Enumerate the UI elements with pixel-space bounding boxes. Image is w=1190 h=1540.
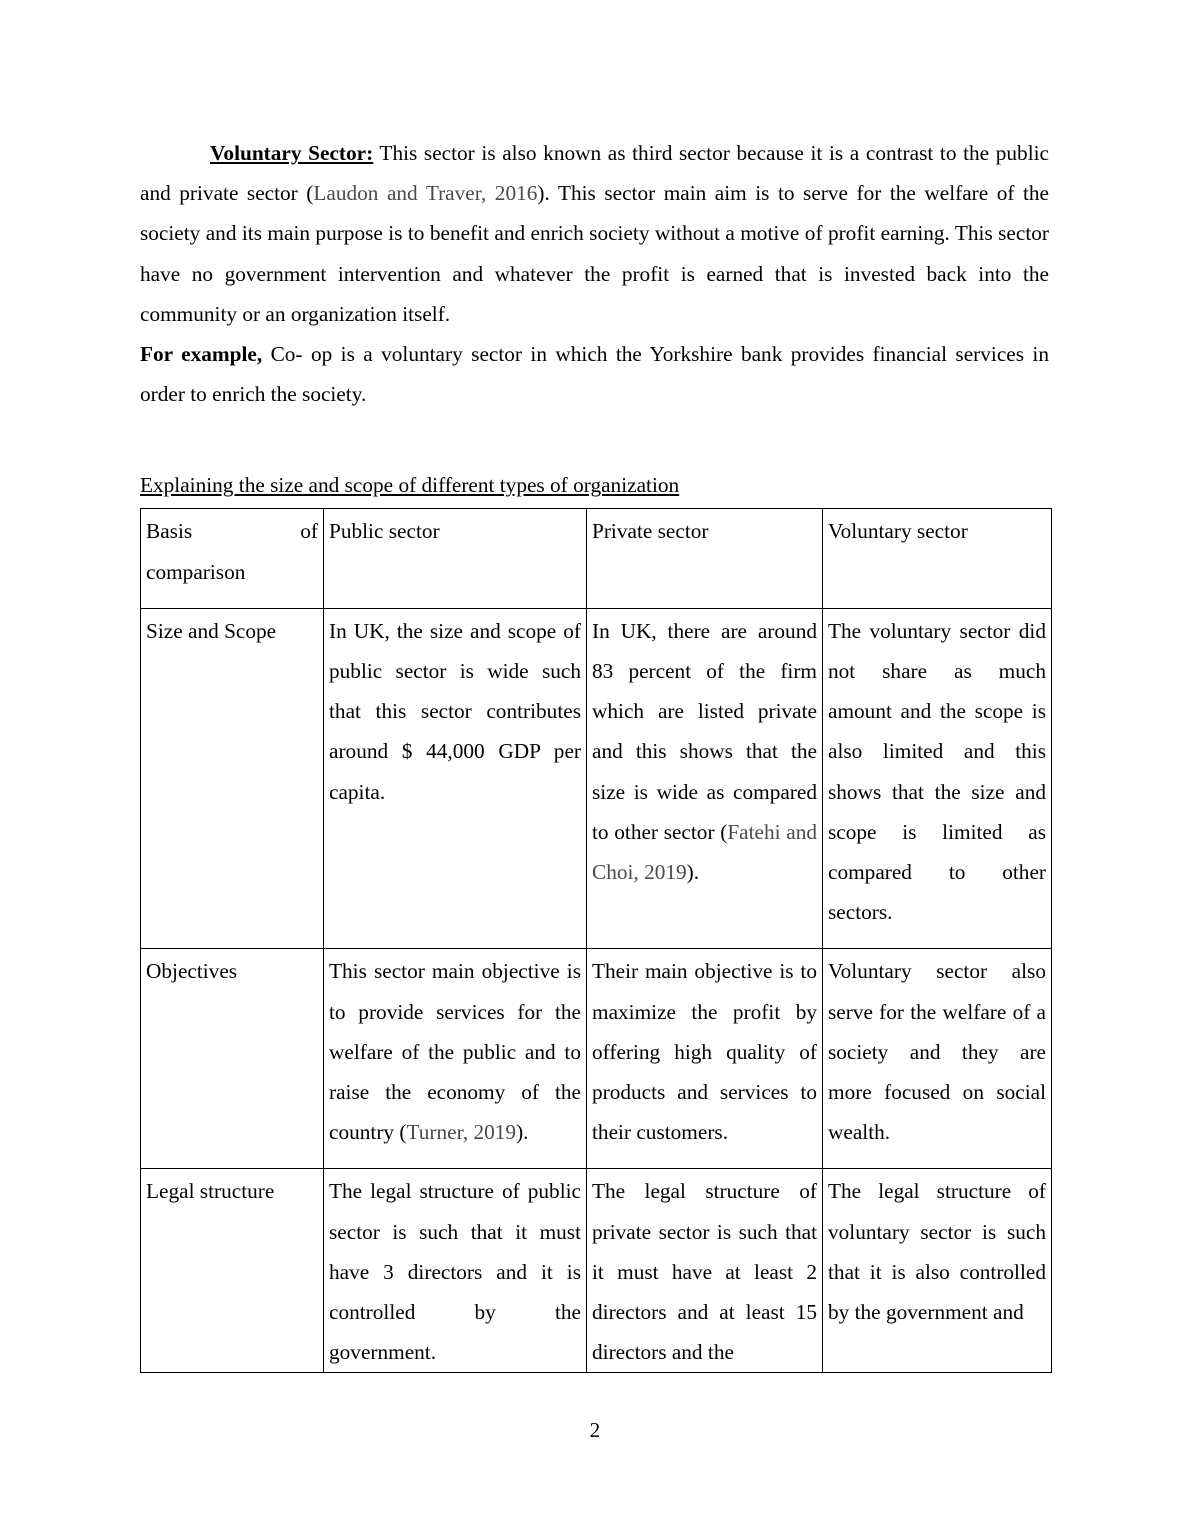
cell-text: Their main objective is to maximize the profit by offering high quality of products and services to their customers.	[592, 959, 817, 1145]
header-basis: Basis of comparison	[141, 509, 324, 608]
private-cell	[587, 608, 823, 949]
header-private: Private sector	[587, 509, 823, 608]
voluntary-cell	[823, 1169, 1052, 1373]
cell-text: The legal structure of public sector is such that it must have 3 directors and it is controlled by the government.	[329, 1179, 581, 1365]
intro-paragraph	[140, 133, 1049, 334]
row-basis-cell: Size and Scope	[141, 608, 324, 949]
cell-text: This sector main objective is to provide services for the welfare of the public and to raise the economy of the country (	[329, 959, 581, 1145]
header-public: Public sector	[324, 509, 587, 608]
public-cell	[324, 949, 587, 1169]
row-basis-cell: Objectives	[141, 949, 324, 1169]
header-voluntary: Voluntary sector	[823, 509, 1052, 608]
cell-text: In UK, the size and scope of public sector is wide such that this sector contributes around $ 44,000 GDP per capita.	[329, 618, 581, 804]
table-row	[141, 1169, 1052, 1373]
cell-text-end: ).	[516, 1120, 529, 1145]
example-text: Co- op is a voluntary sector in which the Yorkshire bank provides financial services in order to enrich the society.	[140, 342, 1049, 407]
row-basis-cell: Legal structure	[141, 1169, 324, 1373]
table-header-row	[141, 509, 1052, 608]
table-caption: Explaining the size and scope of different types of organization	[140, 473, 680, 498]
private-cell	[587, 1169, 823, 1373]
page-number: 2	[589, 1418, 601, 1442]
voluntary-sector-heading: Voluntary Sector:	[210, 141, 374, 165]
example-label: For example,	[140, 342, 263, 367]
cell-text: The legal structure of voluntary sector is such that it is also controlled by the government and	[828, 1179, 1046, 1325]
public-cell	[324, 608, 587, 949]
cell-citation: Fatehi and Choi, 2019	[592, 819, 817, 885]
cell-text: Voluntary sector also serve for the welfare of a society and they are more focused on social wealth.	[828, 959, 1046, 1145]
cell-text: The legal structure of private sector is such that it must have at least 2 directors and at least 15 directors and the	[592, 1179, 817, 1365]
cell-text-end: ).	[686, 860, 700, 885]
cell-text: The voluntary sector did not share as much amount and the scope is also limited and this shows that the size and scope is limited as compared to other sectors.	[828, 618, 1046, 925]
intro-citation: Laudon and Traver, 2016	[313, 181, 538, 206]
voluntary-cell	[823, 949, 1052, 1169]
table-row	[141, 949, 1052, 1169]
comparison-table	[140, 508, 1052, 1373]
voluntary-cell	[823, 608, 1052, 949]
private-cell	[587, 949, 823, 1169]
cell-text: In UK, there are around 83 percent of the firm which are listed private and this shows that the size is wide as compared to other sector (	[592, 618, 817, 844]
document-page	[140, 133, 1049, 1373]
example-paragraph	[140, 334, 1049, 414]
intro-text-2: ). This sector main aim is to serve for the welfare of the society and its main purpose is to benefit and enrich society without a motive of profit earning. This sector have no government intervention and whatever the profit is earned that is invested back into the community or an organization itself.	[140, 181, 1049, 326]
table-row	[141, 608, 1052, 949]
public-cell	[324, 1169, 587, 1373]
intro-text-1: This sector is also known as third sector because it is a contrast to the public and private sector (	[140, 141, 1049, 206]
cell-citation: Turner, 2019	[406, 1120, 517, 1145]
